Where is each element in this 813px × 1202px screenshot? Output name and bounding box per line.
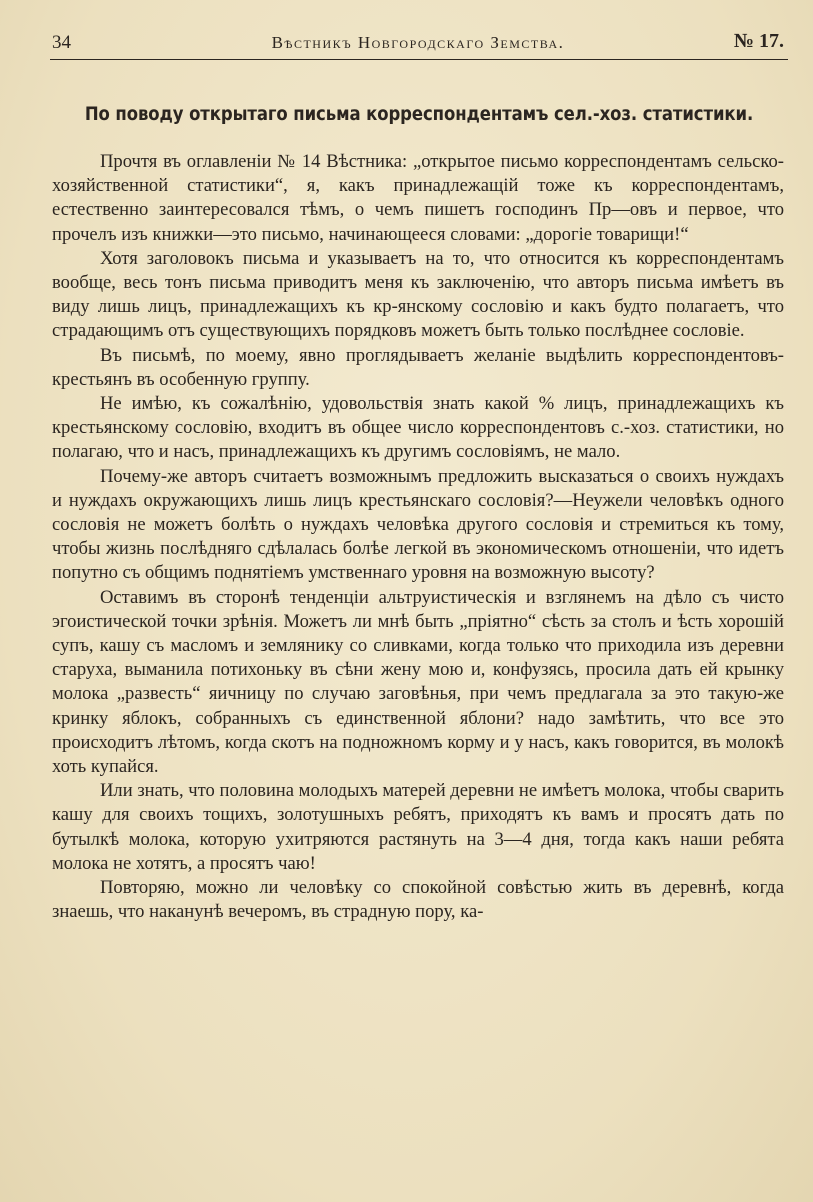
paragraph: Хотя заголовокъ письма и указываетъ на то, что относится къ корреспондентамъ вообще, весь тонъ письма приводитъ меня къ заключенію, что авторъ письма имѣетъ въ виду лишь лицъ, принадлежащихъ къ кр-янскому сословію и какъ будто полагаетъ, что страдающимъ отъ существующихъ порядковъ можетъ быть только послѣднее сословіе. <box>52 247 784 342</box>
page-number: 34 <box>52 32 71 53</box>
paragraph: Повторяю, можно ли человѣку со спокойной совѣстью жить въ деревнѣ, когда знаешь, что наканунѣ вечеромъ, въ страдную пору, ка- <box>52 877 784 923</box>
issue-number: № 17. <box>733 30 784 52</box>
paragraph: Въ письмѣ, по моему, явно проглядываетъ желаніе выдѣлить корреспондентовъ-крестьянъ въ особенную группу. <box>52 344 784 390</box>
journal-title: Вѣстникъ Новгородскаго Земства. <box>271 33 565 52</box>
paragraph: Почему-же авторъ считаетъ возможнымъ предложить высказаться о своихъ нуждахъ и нуждахъ окружающихъ лишь лицъ крестьянскаго сословія?—Неужели человѣкъ одного сословія не можетъ болѣть о нуждахъ человѣка другого сословія и стремиться къ тому, чтобы жизнь послѣдняго сдѣлалась болѣе легкой въ экономическомъ отношеніи, что идетъ попутно съ общимъ поднятіемъ умственнаго уровня на возможную высоту? <box>52 465 784 584</box>
paragraph: Не имѣю, къ сожалѣнію, удовольствія знать какой % лицъ, принадлежащихъ къ крестьянскому сословію, входитъ въ общее число корреспондентовъ с.-хоз. статистики, но полагаю, что и насъ, принадлежащихъ къ другимъ сословіямъ, не мало. <box>52 393 784 463</box>
paragraph: Или знать, что половина молодыхъ матерей деревни не имѣетъ молока, чтобы сварить кашу для своихъ тощихъ, золотушныхъ ребятъ, приходятъ къ вамъ и просятъ дать по бутылкѣ молока, которую ухитряются растянуть на 3—4 дня, тогда какъ наши ребята молока не хотятъ, а просятъ чаю! <box>52 780 784 874</box>
header-divider <box>50 59 788 60</box>
paragraph: Прочтя въ оглавленіи № 14 Вѣстника: „открытое письмо корреспондентамъ сельско-хозяйственной статистики“, я, какъ принадлежащій тоже къ корреспондентамъ, естественно заинтересовался тѣмъ, о чемъ пишетъ господинъ Пр—овъ и первое, что прочелъ изъ книжки—это письмо, начинающееся словами: „дорогіе товарищи!“ <box>52 151 784 245</box>
running-header <box>52 30 784 56</box>
paragraph: Оставимъ въ сторонѣ тенденціи альтруистическія и взглянемъ на дѣло съ чисто эгоистической точки зрѣнія. Можетъ ли мнѣ быть „пріятно“ сѣсть за столъ и ѣсть хорошій супъ, кашу съ масломъ и землянику со сливками, когда только что приходила изъ деревни старуха, выманила потихоньку въ сѣни жену мою и, конфузясь, просила дать ей крынку молока „развесть“ яичницу по случаю заговѣнья, при чемъ предлагала за это такую-же кринку яблокъ, собранныхъ съ единственной яблони? надо замѣтить, что все это происходитъ лѣтомъ, когда скотъ на подножномъ корму и у насъ, какъ говорится, въ молокѣ хоть купайся. <box>52 586 784 778</box>
article-body <box>52 150 784 925</box>
article-title: По поводу открытаго письма корреспондентамъ сел.-хоз. статистики. <box>84 102 754 125</box>
